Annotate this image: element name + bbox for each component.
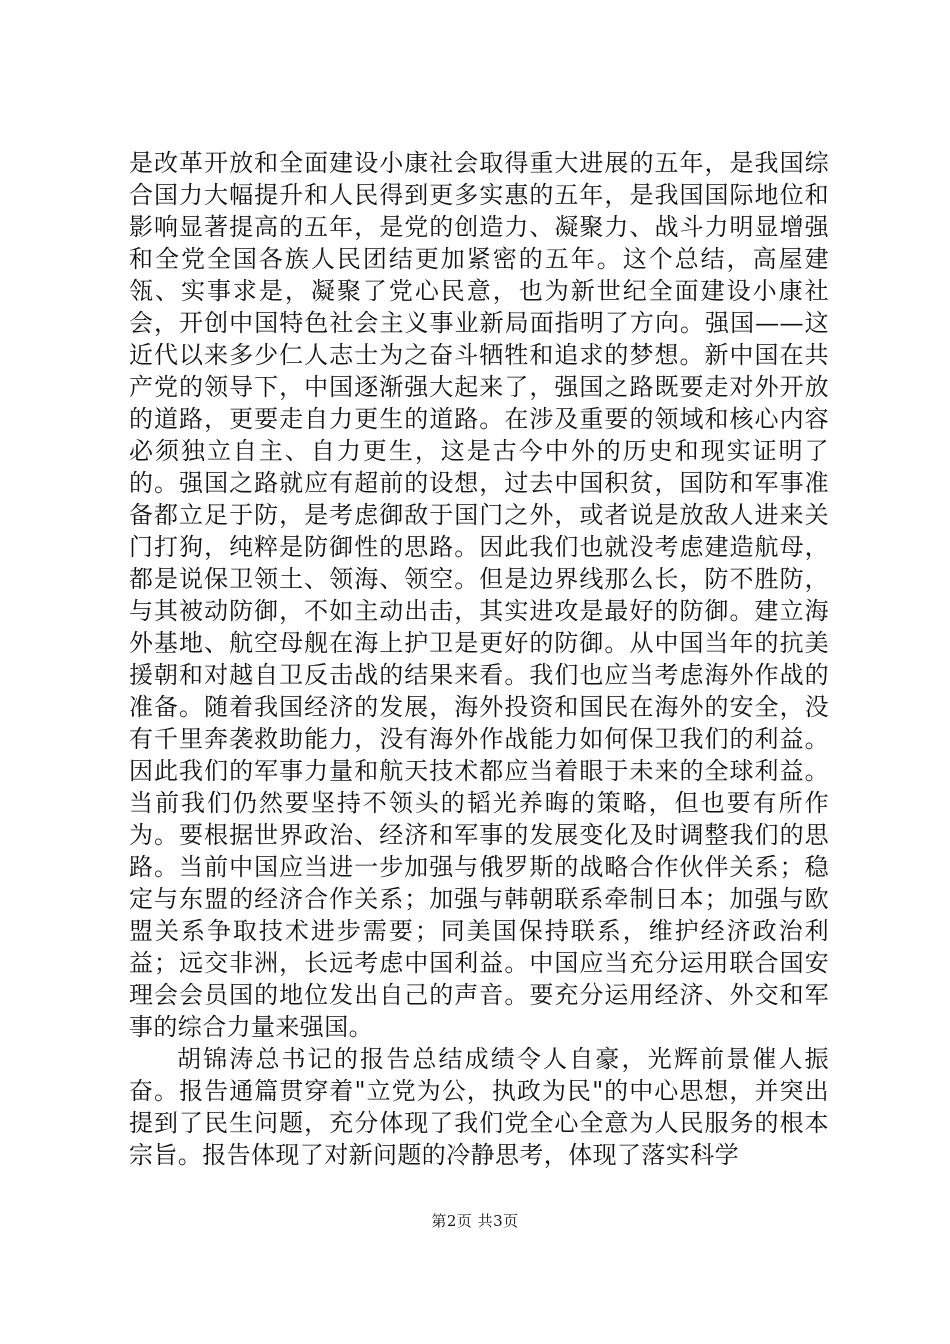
paragraph-1: 是改革开放和全面建设小康社会取得重大进展的五年，是我国综合国力大幅提升和人民得到更多实惠的五年，是我国国际地位和影响显著提高的五年，是党的创造力、凝聚力、战斗力明显增强和全党全国各族人民团结更加紧密的五年。这个总结，高屋建瓴、实事求是，凝聚了党心民意，也为新世纪全面建设小康社会，开创中国特色社会主义事业新局面指明了方向。强国——这近代以来多少仁人志士为之奋斗牺牲和追求的梦想。新中国在共产党的领导下，中国逐渐强大起来了，强国之路既要走对外开放的道路，更要走自力更生的道路。在涉及重要的领域和核心内容必须独立自主、自力更生，这是古今中外的历史和现实证明了的。强国之路就应有超前的设想，过去中国积贫，国防和军事准备都立足于防，是考虑御敌于国门之外，或者说是放敌人进来关门打狗，纯粹是防御性的思路。因此我们也就没考虑建造航母，都是说保卫领土、领海、领空。但是边界线那么长，防不胜防，与其被动防御，不如主动出击，其实进攻是最好的防御。建立海外基地、航空母舰在海上护卫是更好的防御。从中国当年的抗美援朝和对越自卫反击战的结果来看。我们也应当考虑海外作战的准备。随着我国经济的发展，海外投资和国民在海外的安全，没有千里奔袭救助能力，没有海外作战能力如何保卫我们的利益。因此我们的军事力量和航天技术都应当着眼于未来的全球利益。当前我们仍然要坚持不领头的韬光养晦的策略，但也要有所作为。要根据世界政治、经济和军事的发展变化及时调整我们的思路。当前中国应当进一步加强与俄罗斯的战略合作伙伴关系；稳定与东盟的经济合作关系；加强与韩朝联系牵制日本；加强与欧盟关系争取技术进步需要；同美国保持联系，维护经济政治利益；远交非洲，长远考虑中国利益。中国应当充分运用联合国安理会会员国的地位发出自己的声音。要充分运用经济、外交和军事的综合力量来强国。: [129, 149, 829, 1041]
paragraph-2: 胡锦涛总书记的报告总结成绩令人自豪，光辉前景催人振奋。报告通篇贯穿着"立党为公，执政为民"的中心思想，并突出提到了民生问题，充分体现了我们党全心全意为人民服务的根本宗旨。报告体现了对新问题的冷静思考，体现了落实科学: [129, 1045, 829, 1169]
page-footer: 第2页 共3页: [431, 1212, 519, 1230]
document-body: [129, 147, 829, 1171]
